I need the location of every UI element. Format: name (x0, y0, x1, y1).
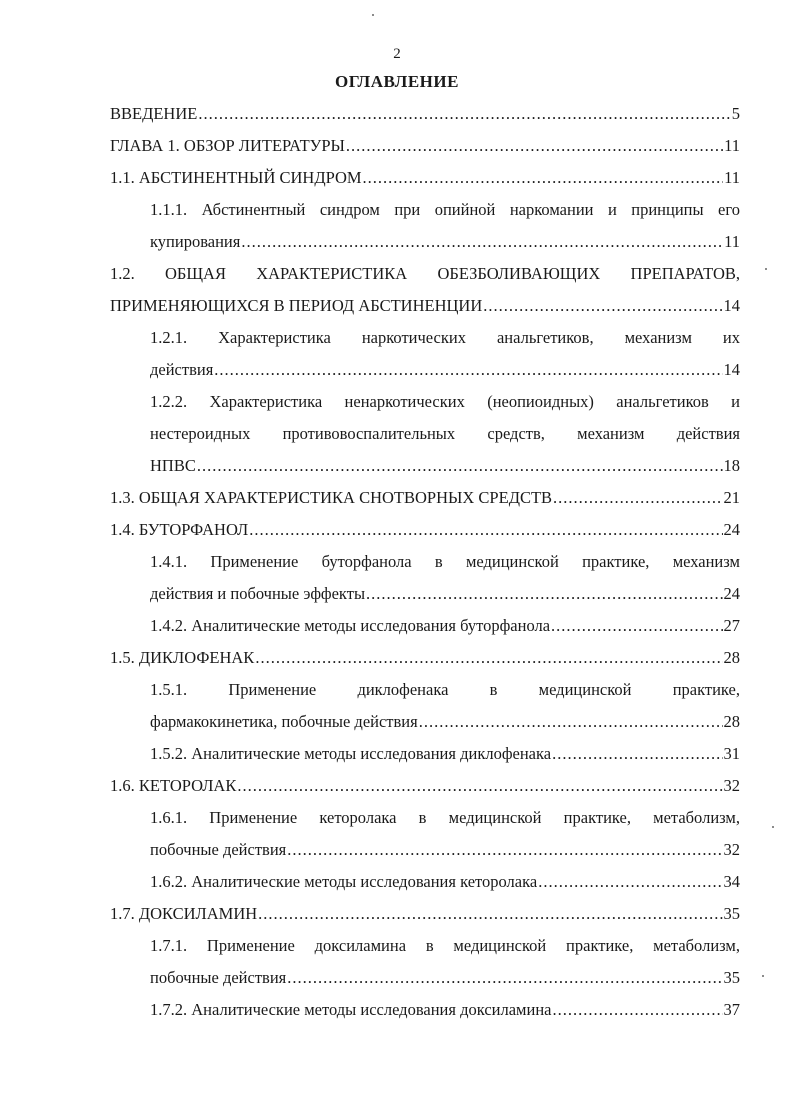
toc-entry-text: 1.1. АБСТИНЕНТНЫЙ СИНДРОМ (110, 168, 362, 187)
toc-entry-line: 1.7.1. Применение доксиламина в медицинской практике, метаболизм, (150, 936, 740, 955)
toc-entry-page: 35 (723, 904, 740, 923)
toc-entry-text: 1.5.2. Аналитические методы исследования диклофенака (150, 744, 552, 763)
toc-entry-page: 34 (723, 872, 740, 891)
toc-entry-line: 1.2.2. Характеристика ненаркотических (неопиоидных) анальгетиков и (150, 392, 740, 411)
toc-entry-page: 14 (723, 296, 740, 315)
toc-entry-page: 11 (724, 168, 740, 187)
toc-entry-page: 32 (723, 840, 740, 859)
toc-entry-line: 1.6.1. Применение кеторолака в медицинской практике, метаболизм, (150, 808, 740, 827)
toc-entry-text: 1.7.2. Аналитические методы исследования доксиламина (150, 1000, 552, 1019)
toc-entry (110, 610, 740, 642)
toc-entry (110, 642, 740, 674)
toc-entry-page: 24 (723, 520, 740, 539)
toc-entry-text: 1.5. ДИКЛОФЕНАК (110, 648, 255, 667)
toc-entry (110, 130, 740, 162)
toc-entry-line: 1.2. ОБЩАЯ ХАРАКТЕРИСТИКА ОБЕЗБОЛИВАЮЩИХ ПРЕПАРАТОВ, (110, 264, 740, 283)
toc-entry (110, 578, 740, 610)
table-of-contents (110, 98, 740, 1026)
toc-entry-text: 1.3. ОБЩАЯ ХАРАКТЕРИСТИКА СНОТВОРНЫХ СРЕДСТВ (110, 488, 553, 507)
toc-entry-page: 11 (724, 136, 740, 155)
toc-entry (110, 514, 740, 546)
toc-entry (110, 226, 740, 258)
toc-entry-page: 37 (723, 1000, 740, 1019)
toc-entry (110, 866, 740, 898)
toc-entry (110, 98, 740, 130)
toc-entry-page: 5 (731, 104, 740, 123)
toc-entry-text: фармакокинетика, побочные действия (150, 712, 418, 731)
toc-entry-text: действия (150, 360, 214, 379)
toc-entry-text: побочные действия (150, 840, 287, 859)
toc-entry (110, 162, 740, 194)
toc-entry-page: 35 (723, 968, 740, 987)
page-number: 2 (393, 46, 401, 62)
toc-entry-page: 28 (723, 712, 740, 731)
toc-entry-page: 31 (723, 744, 740, 763)
toc-entry-text: купирования (150, 232, 241, 251)
toc-entry-text: ВВЕДЕНИЕ (110, 104, 198, 123)
toc-entry-text: 1.6.2. Аналитические методы исследования кеторолака (150, 872, 538, 891)
scan-speck (772, 826, 774, 828)
toc-entry-page: 21 (723, 488, 740, 507)
toc-entry (110, 994, 740, 1026)
toc-entry-text: 1.4. БУТОРФАНОЛ (110, 520, 249, 539)
toc-entry (110, 770, 740, 802)
toc-entry (110, 706, 740, 738)
toc-entry-text: ПРИМЕНЯЮЩИХСЯ В ПЕРИОД АБСТИНЕНЦИИ (110, 296, 483, 315)
toc-entry-text: НПВС (150, 456, 196, 475)
toc-entry-line: 1.4.1. Применение буторфанола в медицинской практике, механизм (150, 552, 740, 571)
toc-entry-line: 1.1.1. Абстинентный синдром при опийной наркомании и принципы его (150, 200, 740, 219)
toc-entry-page: 24 (723, 584, 740, 603)
toc-entry-line: 1.5.1. Применение диклофенака в медицинской практике, (150, 680, 740, 699)
scan-speck (372, 14, 374, 16)
toc-entry-text: действия и побочные эффекты (150, 584, 366, 603)
toc-entry-page: 28 (723, 648, 740, 667)
toc-entry (110, 482, 740, 514)
scan-speck (762, 975, 764, 977)
toc-entry-text: 1.4.2. Аналитические методы исследования буторфанола (150, 616, 551, 635)
toc-entry-page: 27 (723, 616, 740, 635)
scan-speck (765, 268, 767, 270)
page-title: ОГЛАВЛЕНИЕ (335, 72, 459, 91)
toc-entry-text: побочные действия (150, 968, 287, 987)
toc-entry-line: 1.2.1. Характеристика наркотических анальгетиков, механизм их (150, 328, 740, 347)
toc-entry-text: 1.6. КЕТОРОЛАК (110, 776, 237, 795)
toc-entry (110, 898, 740, 930)
toc-entry (110, 834, 740, 866)
toc-entry (110, 450, 740, 482)
toc-entry (110, 290, 740, 322)
toc-entry-page: 11 (724, 232, 740, 251)
toc-entry (110, 738, 740, 770)
toc-entry (110, 354, 740, 386)
toc-entry-text: ГЛАВА 1. ОБЗОР ЛИТЕРАТУРЫ (110, 136, 345, 155)
toc-entry-page: 32 (723, 776, 740, 795)
toc-entry-page: 18 (723, 456, 740, 475)
toc-entry-line: нестероидных противовоспалительных средств, механизм действия (150, 424, 740, 443)
toc-entry-text: 1.7. ДОКСИЛАМИН (110, 904, 258, 923)
toc-entry-page: 14 (723, 360, 740, 379)
toc-entry (110, 962, 740, 994)
